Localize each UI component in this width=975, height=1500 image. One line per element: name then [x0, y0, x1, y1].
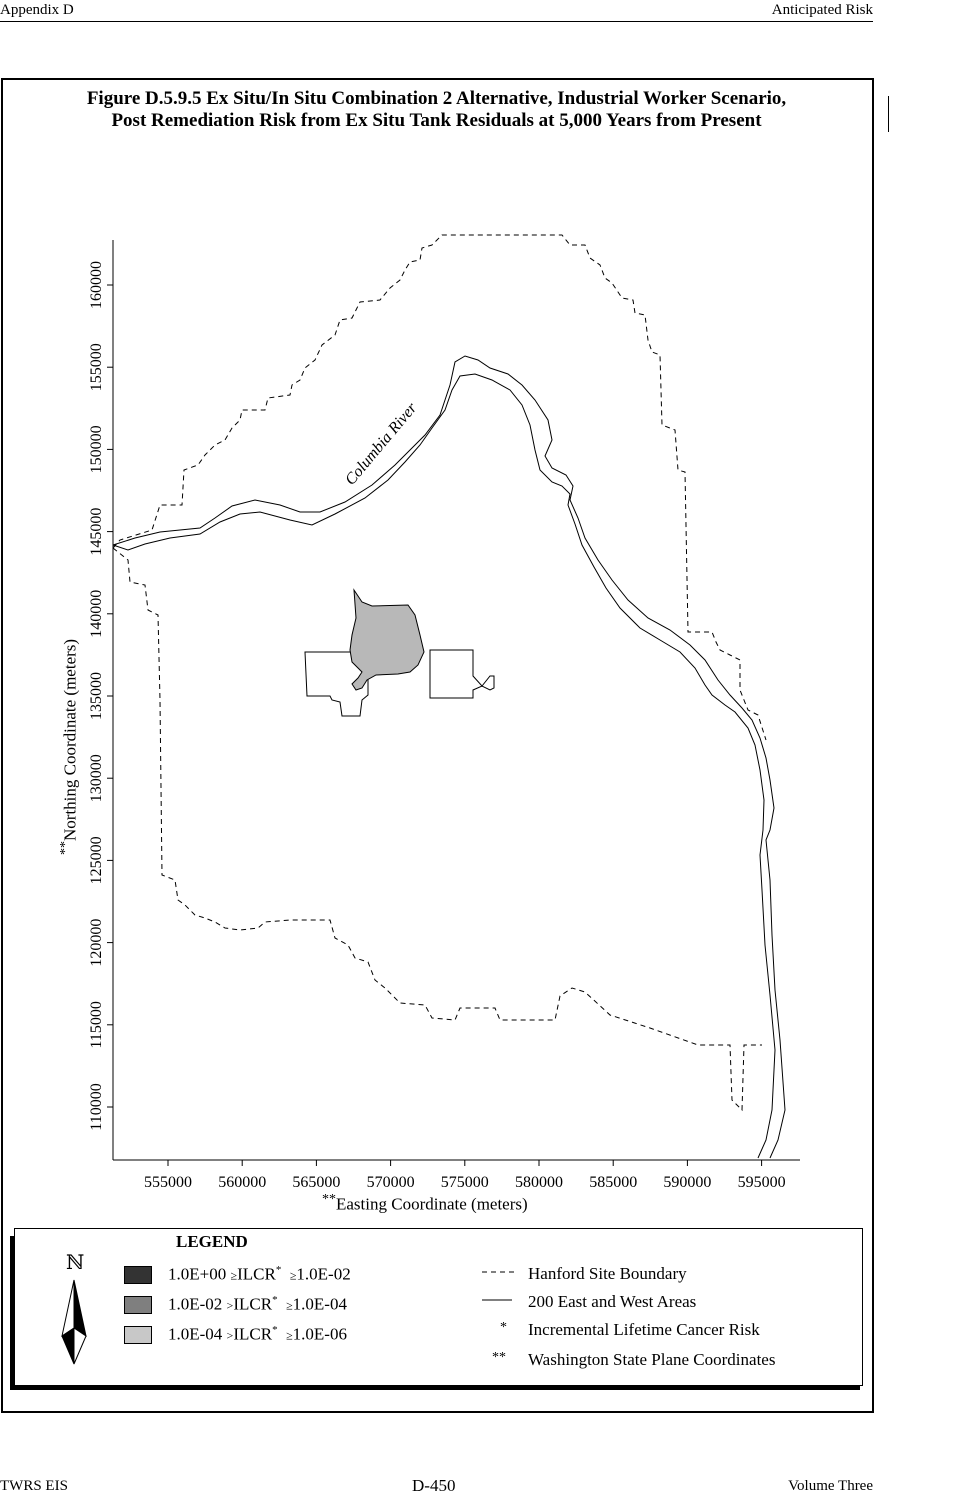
x-axis-ticks	[144, 1160, 786, 1191]
columbia-river-north-bank	[113, 356, 785, 1158]
legend-risk-text-2	[168, 1294, 347, 1315]
y-tick-label: 120000	[88, 918, 105, 967]
legend-risk-2-lower: 1.0E-04	[292, 1294, 347, 1314]
y-axis-label-prefix: **	[58, 841, 73, 855]
y-tick-label: 145000	[88, 507, 105, 556]
x-axis-label-prefix: **	[322, 1192, 336, 1207]
legend-risk-3-upper: 1.0E-04	[168, 1324, 223, 1344]
x-axis-label-text: Easting Coordinate (meters)	[336, 1194, 528, 1214]
river-label: Columbia River	[342, 399, 421, 489]
legend-item-coordinates: Washington State Plane Coordinates	[528, 1350, 776, 1369]
legend-risk-2-op2: ≥	[286, 1298, 293, 1313]
figure-title-line2: Post Remediation Risk from Ex Situ Tank Residuals at 5,000 Years from Present	[111, 110, 762, 131]
header-left: Appendix D	[0, 2, 74, 18]
x-tick-label: 585000	[589, 1174, 638, 1191]
north-symbol: ℕ	[66, 1252, 85, 1274]
legend-item-ilcr: Incremental Lifetime Cancer Risk	[528, 1320, 760, 1339]
y-axis-label-text: Northing Coordinate (meters)	[60, 638, 80, 841]
y-tick-label: 160000	[88, 261, 105, 309]
columbia-river-south-bank	[113, 374, 775, 1158]
footer-left: TWRS EIS	[0, 1478, 68, 1494]
y-tick-label: 155000	[88, 343, 105, 392]
x-tick-label: 580000	[515, 1174, 563, 1191]
legend-risk-2-label: ILCR	[233, 1294, 273, 1314]
y-tick-label: 140000	[88, 589, 105, 638]
footer-right: Volume Three	[788, 1478, 873, 1494]
legend-item-areas: 200 East and West Areas	[528, 1292, 697, 1311]
legend-risk-3-op2: ≥	[286, 1328, 293, 1343]
y-tick-label: 125000	[88, 836, 105, 885]
legend-swatch-low	[124, 1326, 152, 1344]
figure-title-line1: Figure D.5.9.5 Ex Situ/In Situ Combination 2 Alternative, Industrial Worker Scenario,	[86, 88, 787, 109]
x-tick-label: 560000	[218, 1174, 267, 1191]
legend-symbol-double-asterisk: **	[492, 1350, 506, 1365]
x-tick-label: 575000	[440, 1174, 489, 1191]
risk-area-medium	[350, 590, 424, 690]
y-tick-label: 130000	[88, 754, 105, 803]
north-arrow-icon	[58, 1278, 90, 1368]
x-axis-label	[322, 1192, 528, 1215]
legend-risk-1-upper: 1.0E+00	[168, 1264, 227, 1284]
x-tick-label: 595000	[737, 1174, 786, 1191]
legend-risk-3-label: ILCR	[233, 1324, 273, 1344]
x-tick-label: 590000	[663, 1174, 712, 1191]
legend-risk-text-1	[168, 1264, 351, 1285]
legend-risk-2-upper: 1.0E-02	[168, 1294, 223, 1314]
y-tick-label: 135000	[88, 672, 105, 720]
legend-risk-2-op1: >	[226, 1298, 234, 1313]
y-tick-label: 150000	[88, 425, 105, 474]
legend-risk-1-lower: 1.0E-02	[296, 1264, 351, 1284]
footer-page-number: D-450	[412, 1476, 456, 1495]
legend-swatch-medium	[124, 1296, 152, 1314]
legend-swatch-high	[124, 1266, 152, 1284]
y-tick-label: 115000	[88, 1001, 105, 1049]
y-tick-label: 110000	[88, 1083, 105, 1131]
y-axis-ticks	[88, 261, 113, 1131]
hanford-site-boundary	[113, 235, 766, 1110]
legend-title: LEGEND	[176, 1232, 248, 1251]
legend-risk-text-3	[168, 1324, 347, 1345]
legend-item-boundary: Hanford Site Boundary	[528, 1264, 687, 1283]
200-east-area	[430, 650, 494, 698]
legend-risk-3-mark: *	[272, 1324, 278, 1336]
x-tick-label: 555000	[144, 1174, 192, 1191]
legend-risk-1-op2: ≥	[289, 1268, 297, 1283]
legend-risk-3-op1: >	[226, 1328, 234, 1343]
legend-risk-1-label: ILCR	[237, 1264, 276, 1284]
legend-symbol-asterisk: *	[500, 1320, 507, 1335]
header-right: Anticipated Risk	[771, 2, 873, 18]
legend-risk-1-op1: ≥	[230, 1268, 238, 1283]
legend-risk-2-mark: *	[272, 1294, 278, 1306]
legend-risk-1-mark: *	[275, 1264, 282, 1276]
y-axis-label	[58, 639, 81, 855]
legend-solid-line-icon	[482, 1294, 514, 1306]
legend-dashed-line-icon	[482, 1266, 514, 1278]
legend-risk-3-lower: 1.0E-06	[292, 1324, 347, 1344]
x-tick-label: 565000	[292, 1174, 341, 1191]
x-tick-label: 570000	[366, 1174, 415, 1191]
